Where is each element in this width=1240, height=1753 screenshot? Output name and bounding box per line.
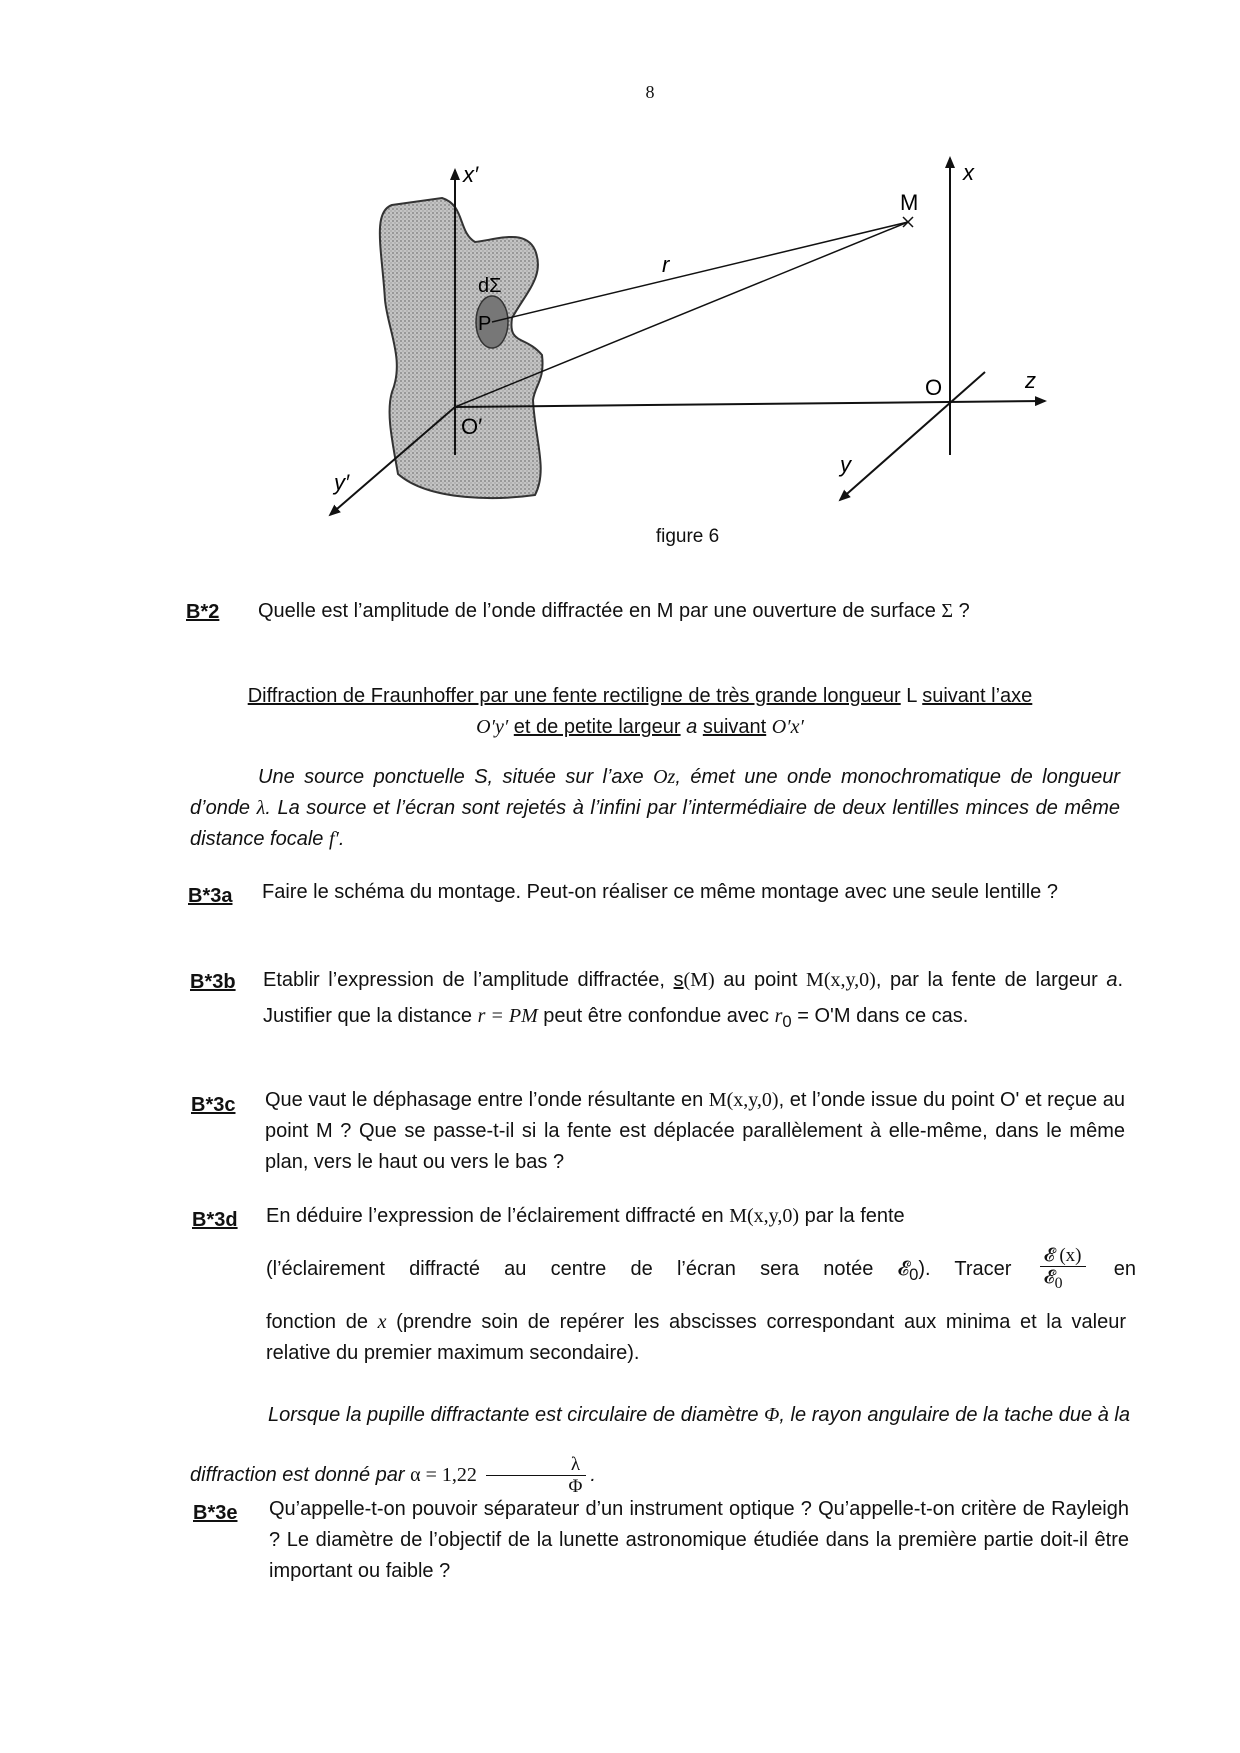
label-m: M <box>900 190 919 215</box>
pupil-frac-den: Φ <box>568 1476 583 1498</box>
b2-text: Quelle est l’amplitude de l’onde diffractée en M par une ouverture de surface <box>258 600 936 622</box>
label-o-prime: O′ <box>461 414 483 439</box>
question-label-b3d: B*3d <box>192 1209 238 1231</box>
b3b-t5: peut être confondue avec <box>543 1005 770 1027</box>
b3b-t1: Etablir l’expression de l’amplitude diffractée, <box>263 969 665 991</box>
b3b-t3: , par la fente de largeur <box>875 969 1098 991</box>
question-b3b <box>263 962 1123 1040</box>
pupil-phi: Φ <box>764 1404 780 1426</box>
label-y: y <box>840 452 851 477</box>
pupil-fraction <box>486 1454 586 1497</box>
pupil-t2: , le rayon angulaire de la tache due à la diffraction est donné par <box>190 1404 1130 1486</box>
b3b-a: a <box>1106 969 1118 991</box>
b3b-mpt: M(x,y,0) <box>806 969 876 991</box>
question-label-b3b: B*3b <box>190 971 236 993</box>
question-b3e: Qu’appelle-t-on pouvoir séparateur d’un instrument optique ? Qu’appelle-t-on critère de Rayleigh ? Le diamètre de l’objectif de la lunette astronomique étudiée dans la première partie doit-il être important ou faible ? <box>269 1498 1129 1582</box>
point-m-cross <box>903 217 913 227</box>
heading-ox: O′x′ <box>771 716 804 738</box>
b3d-x: x <box>377 1311 387 1333</box>
b3c-mpt: M(x,y,0) <box>708 1089 779 1111</box>
b3b-t6: dans ce cas. <box>856 1005 969 1027</box>
question-b3d-line1 <box>266 1201 1126 1232</box>
b3d-t4: ). Tracer <box>918 1258 1012 1280</box>
pupil-paragraph <box>190 1385 1130 1505</box>
heading-part4: suivant <box>702 716 767 738</box>
heading-part2: suivant l’axe <box>922 685 1033 707</box>
question-label-b3e: B*3e <box>193 1502 238 1524</box>
b2-sigma: Σ <box>941 600 954 622</box>
pupil-t1: Lorsque la pupille diffractante est circulaire de diamètre <box>268 1404 759 1426</box>
section-heading-line2 <box>180 712 1100 743</box>
question-b3c <box>265 1085 1125 1178</box>
pupil-alpha: α = 1,22 <box>410 1464 477 1486</box>
b3b-r0-sub: 0 <box>782 1012 792 1031</box>
intro-paragraph <box>190 762 1120 855</box>
b3d-e0-sub: 0 <box>909 1265 919 1284</box>
intro-lambda: λ <box>256 797 266 819</box>
question-b3d-line2 <box>266 1240 1136 1304</box>
label-x: x <box>963 160 974 185</box>
b3c-t2: , et l’onde issue du point O' et reçue au point M ? Que se passe-t-il si la fente est déplacée parallèlement à elle-même, dans le même plan, vers le haut ou vers le bas ? <box>265 1089 1125 1173</box>
aperture-shape <box>380 198 543 498</box>
question-label-b3c: B*3c <box>191 1094 236 1116</box>
b3d-frac-den-sub: 0 <box>1054 1275 1063 1293</box>
intro-t4: . <box>338 828 345 850</box>
label-z: z <box>1025 368 1036 393</box>
axis-y <box>840 372 985 500</box>
intro-t3: . La source et l’écran sont rejetés à l’infini par l’intermédiaire de deux lentilles minces de même distance focale <box>190 797 1120 850</box>
question-b3a: Faire le schéma du montage. Peut-on réaliser ce même montage avec une seule lentille ? <box>262 881 1058 903</box>
b3b-r0: r <box>774 1005 783 1027</box>
label-x-prime: x′ <box>463 162 479 187</box>
b3d-t2: par la fente <box>804 1205 905 1227</box>
b3b-sm: (M) <box>683 969 715 991</box>
b3d-t1: En déduire l’expression de l’éclairement diffracté en <box>266 1205 724 1227</box>
b3b-r0eq: = O'M <box>797 1005 851 1027</box>
label-r: r <box>662 252 670 277</box>
page-number: 8 <box>645 82 655 102</box>
intro-f: f′ <box>328 828 339 850</box>
b3d-t3: (l’éclairement diffracté au centre de l’écran sera notée <box>266 1258 874 1280</box>
b3d-frac-den <box>1040 1267 1086 1294</box>
b3d-e0: 𝓔 <box>897 1258 910 1280</box>
label-p: P <box>478 313 492 335</box>
b3c-t1: Que vaut le déphasage entre l’onde résultante en <box>265 1089 704 1111</box>
heading-oy: O′y′ <box>476 716 509 738</box>
label-o: O <box>925 375 943 400</box>
b3b-req: r = PM <box>477 1005 538 1027</box>
question-b3d-line3 <box>266 1307 1126 1369</box>
b3d-t6: fonction de <box>266 1311 368 1333</box>
intro-t1: Une source ponctuelle S, située sur l’axe <box>258 766 644 788</box>
figure-caption: figure 6 <box>655 526 720 547</box>
b3b-t2: au point <box>723 969 798 991</box>
heading-part1: Diffraction de Fraunhoffer par une fente rectiligne de très grande longueur <box>247 685 901 707</box>
heading-a: a <box>686 716 698 738</box>
question-label-b2: B*2 <box>186 601 220 623</box>
b2-end: ? <box>958 600 970 622</box>
b3d-frac-num: 𝓔 (x) <box>1040 1245 1086 1267</box>
intro-oz: Oz <box>653 766 676 788</box>
heading-l: L <box>906 685 917 707</box>
b3d-fraction <box>1040 1245 1086 1294</box>
b3b-t4: . Justifier que la distance <box>263 969 1124 1027</box>
question-b2 <box>258 596 1158 627</box>
b3d-t5: en <box>1113 1258 1137 1280</box>
label-y-prime: y′ <box>334 470 350 495</box>
b3d-t7: (prendre soin de repérer les abscisses correspondant aux minima et la valeur relative du premier maximum secondaire). <box>266 1311 1126 1364</box>
b3d-mpt: M(x,y,0) <box>729 1205 800 1227</box>
label-d-sigma: dΣ <box>478 275 502 297</box>
diffraction-figure <box>0 0 1240 540</box>
axis-z <box>455 401 1045 407</box>
question-label-b3a: B*3a <box>188 885 233 907</box>
section-heading-line1 <box>180 681 1100 712</box>
intro-t2: , émet une onde monochromatique de longueur d’onde <box>190 766 1120 819</box>
pupil-frac-num: λ <box>486 1454 586 1476</box>
b3d-frac-den-e: 𝓔 <box>1043 1267 1055 1289</box>
pupil-end: . <box>590 1464 596 1486</box>
heading-part3: et de petite largeur <box>513 716 681 738</box>
b3b-s: s <box>673 969 684 991</box>
